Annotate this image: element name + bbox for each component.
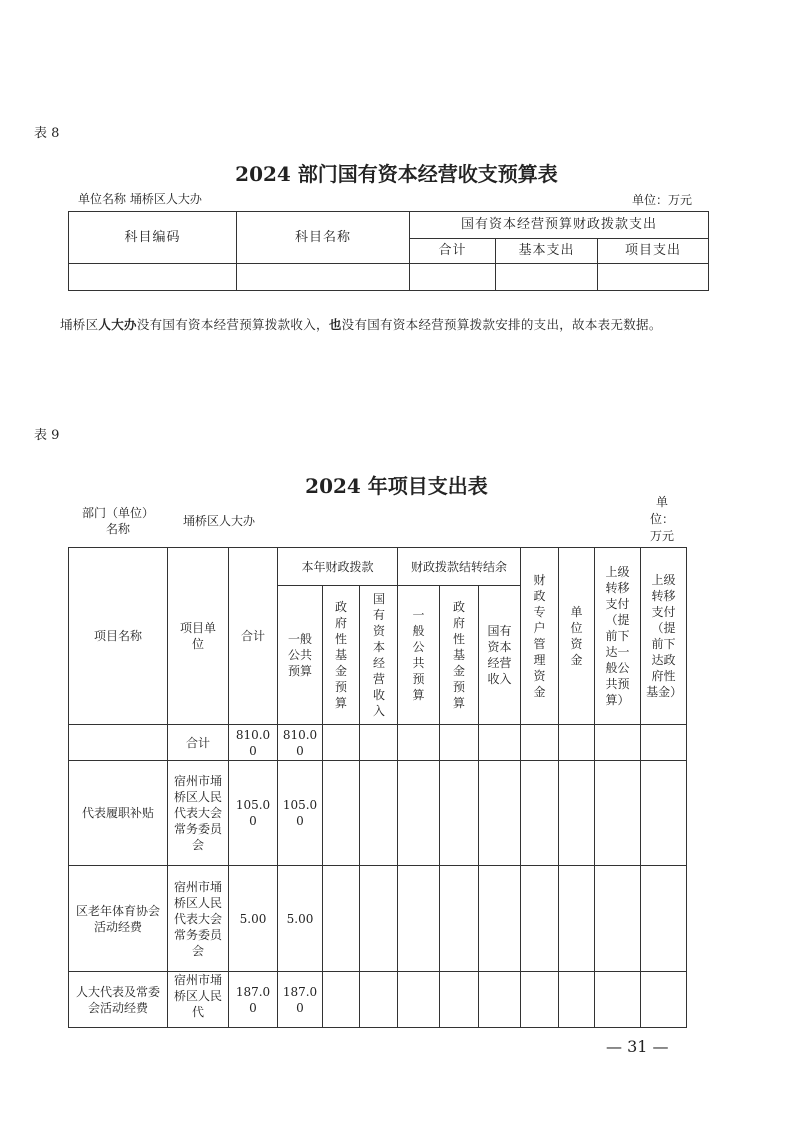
table-row <box>69 725 687 761</box>
table9-dept-label: 部门（单位）名称 <box>81 506 154 536</box>
empty-cell <box>323 761 360 866</box>
empty-cell <box>69 264 237 291</box>
note-pre: 埇桥区 <box>60 317 99 332</box>
empty-cell <box>641 972 687 1028</box>
empty-cell <box>479 866 521 972</box>
header-project-name: 项目名称 <box>69 548 168 725</box>
table9-dept-value: 埇桥区人大办 <box>183 514 256 528</box>
empty-cell <box>360 866 398 972</box>
empty-cell <box>440 725 479 761</box>
row-total: 5.00 <box>229 866 278 972</box>
note-post: 没有国有资本经营预算拨款安排的支出，故本表无数据。 <box>341 317 662 332</box>
empty-cell <box>559 725 595 761</box>
empty-cell <box>641 725 687 761</box>
row-name: 代表履职补贴 <box>69 761 168 866</box>
empty-cell <box>398 866 440 972</box>
header-state-capital: 国有资本经营收入 <box>360 586 398 725</box>
empty-cell <box>521 725 559 761</box>
empty-cell <box>323 725 360 761</box>
empty-cell <box>559 761 595 866</box>
empty-cell <box>595 725 641 761</box>
table8-unit-name: 单位名称 埇桥区人大办 <box>78 192 202 206</box>
header-carryover: 财政拨款结转结余 <box>398 548 521 586</box>
empty-cell <box>521 761 559 866</box>
header-basic: 基本支出 <box>496 239 598 264</box>
empty-cell <box>323 866 360 972</box>
empty-cell <box>360 972 398 1028</box>
empty-cell <box>559 972 595 1028</box>
row-total: 187.00 <box>229 972 278 1028</box>
empty-cell <box>479 761 521 866</box>
row-unit: 宿州市埇桥区人民代表大会常务委员会 <box>168 761 229 866</box>
empty-cell <box>398 972 440 1028</box>
header-code: 科目编码 <box>69 212 237 264</box>
header-special-fund: 财政专户管理资金 <box>521 548 559 725</box>
row-total: 105.00 <box>229 761 278 866</box>
empty-cell <box>641 866 687 972</box>
table9-unit: 单位：万元 <box>649 495 674 543</box>
empty-cell <box>398 761 440 866</box>
table-row <box>69 264 709 291</box>
empty-cell <box>521 866 559 972</box>
table9 <box>68 547 687 1028</box>
empty-cell <box>479 972 521 1028</box>
header-transfer-fund: 上级转移支付（提前下达政府性基金） <box>641 548 687 725</box>
header-group: 国有资本经营预算财政拨款支出 <box>410 212 709 239</box>
empty-cell <box>496 264 598 291</box>
empty-cell <box>440 761 479 866</box>
table8 <box>68 211 709 291</box>
header-unit-fund: 单位资金 <box>559 548 595 725</box>
empty-cell <box>595 866 641 972</box>
header-transfer-general: 上级转移支付（提前下达一般公共预算） <box>595 548 641 725</box>
empty-cell <box>440 972 479 1028</box>
empty-cell <box>595 972 641 1028</box>
header-project: 项目支出 <box>598 239 709 264</box>
header-general-public: 一般公共预算 <box>278 586 323 725</box>
empty-cell <box>595 761 641 866</box>
table9-title: 2024 年项目支出表 <box>305 474 488 498</box>
empty-cell <box>360 725 398 761</box>
empty-cell <box>598 264 709 291</box>
header-gov-fund: 政府性基金预算 <box>323 586 360 725</box>
row-unit: 宿州市埇桥区人民代 <box>168 972 229 1028</box>
row-general: 187.00 <box>278 972 323 1028</box>
note-bold-1: 人大办 <box>98 317 137 332</box>
empty-cell <box>440 866 479 972</box>
header-total: 合计 <box>410 239 496 264</box>
empty-cell <box>559 866 595 972</box>
empty-cell <box>398 725 440 761</box>
empty-cell <box>479 725 521 761</box>
header-total: 合计 <box>229 548 278 725</box>
row-general: 5.00 <box>278 866 323 972</box>
row-name: 人大代表及常委会活动经费 <box>69 972 168 1028</box>
empty-cell <box>521 972 559 1028</box>
page-number: — 31 — <box>606 1037 669 1056</box>
table8-unit: 单位：万元 <box>632 193 693 207</box>
table8-title: 2024 部门国有资本经营收支预算表 <box>235 162 558 186</box>
note-bold-2: 也 <box>328 317 342 332</box>
header-project-unit: 项目单位 <box>168 548 229 725</box>
header-current-year: 本年财政拨款 <box>278 548 398 586</box>
header-cy-state-capital: 国有资本经营收入 <box>479 586 521 725</box>
empty-cell <box>641 761 687 866</box>
empty-cell <box>360 761 398 866</box>
header-name: 科目名称 <box>237 212 410 264</box>
header-cy-general: 一般公共预算 <box>398 586 440 725</box>
table-row <box>69 972 687 1028</box>
note-mid: 没有国有资本经营预算拨款收入， <box>136 317 329 332</box>
row-unit: 合计 <box>168 725 229 761</box>
table8-note <box>60 315 662 333</box>
row-name: 区老年体育协会活动经费 <box>69 866 168 972</box>
empty-cell <box>410 264 496 291</box>
row-general: 810.00 <box>278 725 323 761</box>
header-cy-gov-fund: 政府性基金预算 <box>440 586 479 725</box>
row-unit: 宿州市埇桥区人民代表大会常务委员会 <box>168 866 229 972</box>
empty-cell <box>237 264 410 291</box>
row-name <box>69 725 168 761</box>
table-row <box>69 866 687 972</box>
row-general: 105.00 <box>278 761 323 866</box>
table8-tag: 表 8 <box>34 126 60 141</box>
table9-tag: 表 9 <box>34 428 60 443</box>
empty-cell <box>323 972 360 1028</box>
table-row <box>69 761 687 866</box>
row-total: 810.00 <box>229 725 278 761</box>
